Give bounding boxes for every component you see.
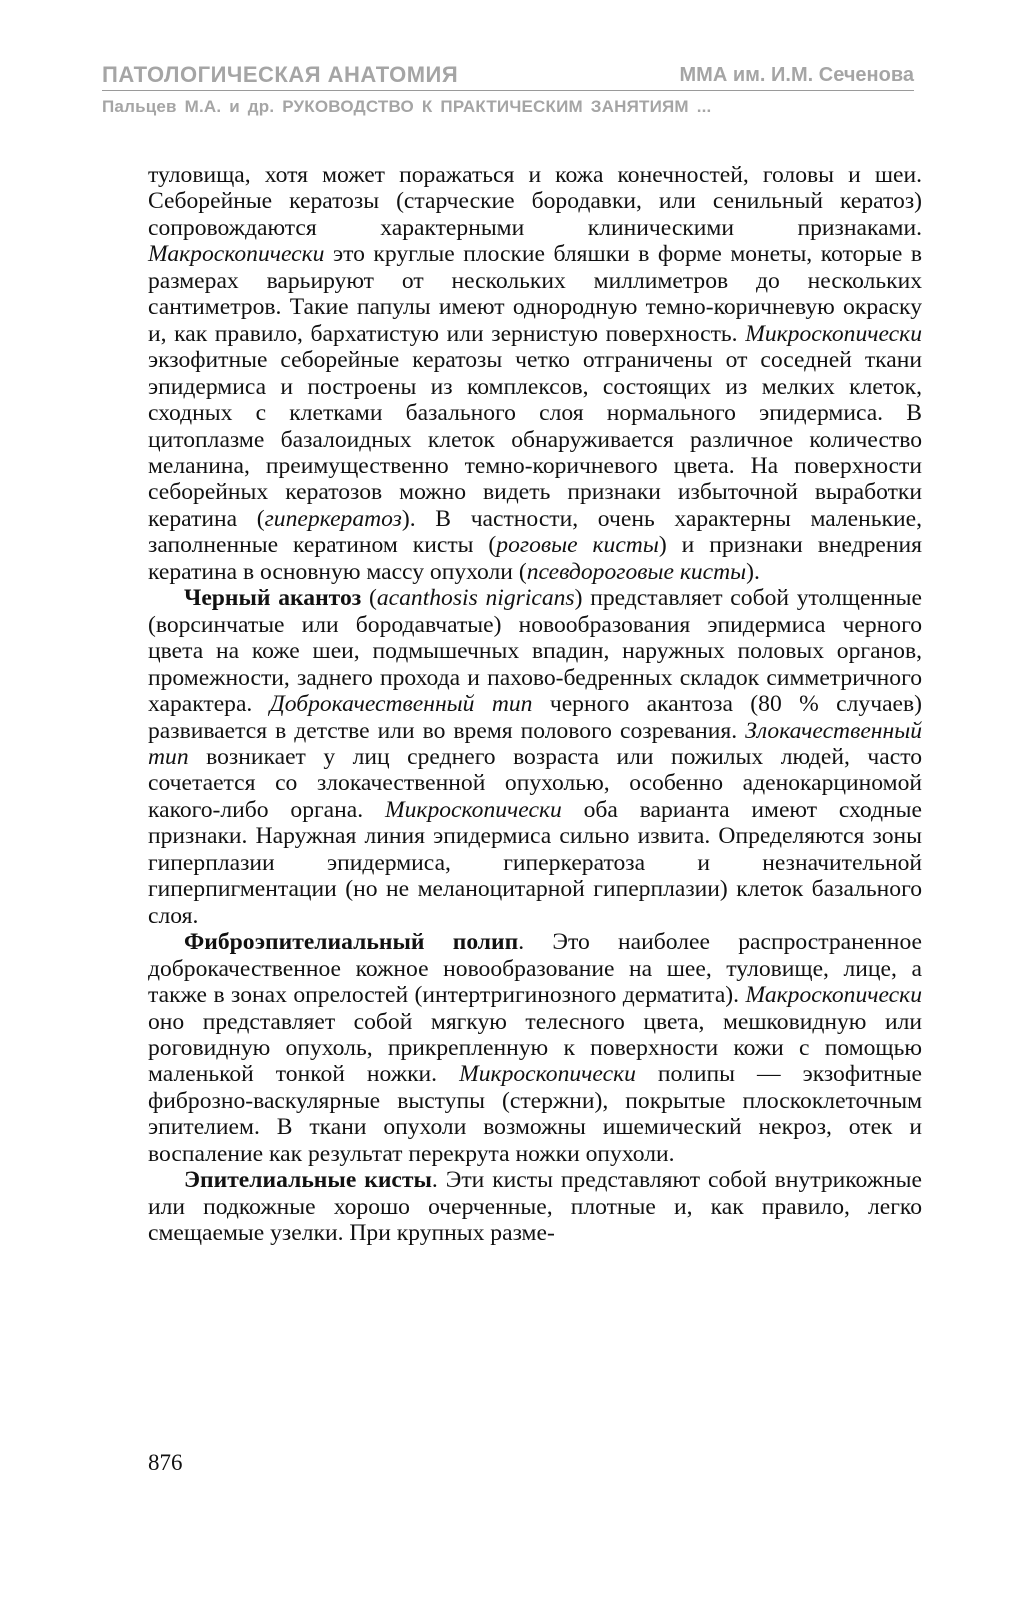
text-run: черного акантоза (80 % случаев) развивается в детстве или во время полового созревания. bbox=[148, 691, 923, 744]
text-run: ) и признаки внедрения кератина в основную массу опухоли ( bbox=[148, 532, 922, 585]
italic-term: acanthosis nigricans bbox=[376, 585, 575, 612]
book-subtitle: Пальцев М.А. и др. РУКОВОДСТВО К ПРАКТИЧЕСКИМ ЗАНЯТИЯМ ... bbox=[102, 97, 712, 116]
header-top-row bbox=[102, 60, 914, 91]
paragraph bbox=[148, 585, 922, 929]
italic-term: Макроскопически bbox=[745, 982, 922, 1009]
text-run: . Это наиболее распространенное доброкачественное кожное новообразование на шее, туловище, лице, а также в зонах опрелостей (интертригинозного дерматита). bbox=[148, 929, 922, 1009]
text-run: . Эти кисты представляют собой внутрикожные или подкожные хорошо очерченные, плотные и, как правило, легко смещаемые узелки. При крупных разме- bbox=[148, 1167, 922, 1247]
text-run: экзофитные себорейные кератозы четко отграничены от соседней ткани эпидермиса и построены из комплексов, состоящих из мелких клеток, сходных с клетками базального слоя нормального эпидермиса. В цитоплазме базалоидных клеток обнаруживается различное количество меланина, преимущественно темно-коричневого цвета. На поверхности себорейных кератозов можно видеть признаки избыточной выработки кератина ( bbox=[148, 347, 922, 532]
italic-term: Микроскопически bbox=[459, 1061, 636, 1088]
text-run: оно представляет собой мягкую телесного цвета, мешковидную или роговидную опухоль, прикрепленную к поверхности кожи с помощью маленькой тонкой ножки. bbox=[148, 1008, 922, 1088]
section-heading: Эпителиальные кисты bbox=[184, 1167, 432, 1194]
page-number: 876 bbox=[148, 1450, 183, 1475]
text-run: ). bbox=[746, 558, 760, 585]
italic-term: Злокачественный тип bbox=[148, 717, 922, 770]
page-header bbox=[102, 60, 914, 117]
italic-term: псевдороговые кисты bbox=[526, 558, 747, 585]
body-text bbox=[148, 162, 922, 1247]
text-run: полипы — экзофитные фиброзно-васкулярные выступы (стержни), покрытые плоскоклеточным эпителием. В ткани опухоли возможны ишемический некроз, отек и воспаление как результат перекрута ножки опухоли. bbox=[148, 1061, 923, 1167]
book-title: ПАТОЛОГИЧЕСКАЯ АНАТОМИЯ bbox=[102, 62, 459, 87]
italic-term: роговые кисты bbox=[496, 532, 659, 559]
italic-term: Макроскопически bbox=[148, 241, 325, 268]
section-heading: Фиброэпителиальный полип bbox=[184, 929, 519, 956]
text-run: туловища, хотя может поражаться и кожа конечностей, головы и шеи. Себорейные кератозы (старческие бородавки, или сенильный кератоз) сопровождаются характерными клиническими признаками. bbox=[148, 162, 922, 241]
text-run: ). В частности, очень характерны маленькие, заполненные кератином кисты ( bbox=[148, 505, 923, 559]
paragraph bbox=[148, 929, 922, 1167]
institution-name: ММА им. И.М. Сеченова bbox=[679, 64, 914, 86]
text-run: возникает у лиц среднего возраста или пожилых людей, часто сочетается со злокачественной опухолью, особенно аденокарциномой какого-либо органа. bbox=[148, 743, 922, 823]
text-run: это круглые плоские бляшки в форме монеты, которые в размерах варьируют от нескольких миллиметров до нескольких сантиметров. Такие папулы имеют однородную темно-коричневую окраску и, как правило, бархатистую или зернистую поверхность. bbox=[148, 241, 922, 347]
text-run: оба варианта имеют сходные признаки. Наружная линия эпидермиса сильно извита. Определяются зоны гиперплазии эпидермиса, гиперкератоза и незначительной гиперпигментации (но не меланоцитарной гиперплазии) клеток базального слоя. bbox=[148, 796, 923, 929]
paragraph bbox=[148, 162, 922, 585]
section-heading: Черный акантоз bbox=[184, 585, 362, 612]
text-run: ) представляет собой утолщенные (ворсинчатые или бородавчатые) новообразования эпидермиса черного цвета на коже шеи, подмышечных впадин, наружных половых органов, промежности, заднего прохода и пахово-бедренных складок симметричного характера. bbox=[148, 585, 922, 718]
paragraph bbox=[148, 1167, 922, 1246]
italic-term: гиперкератоз bbox=[264, 505, 402, 532]
italic-term: Микроскопически bbox=[745, 320, 922, 347]
text-run: ( bbox=[361, 585, 377, 612]
italic-term: Микроскопически bbox=[384, 796, 562, 823]
italic-term: Доброкачественный тип bbox=[269, 691, 533, 718]
